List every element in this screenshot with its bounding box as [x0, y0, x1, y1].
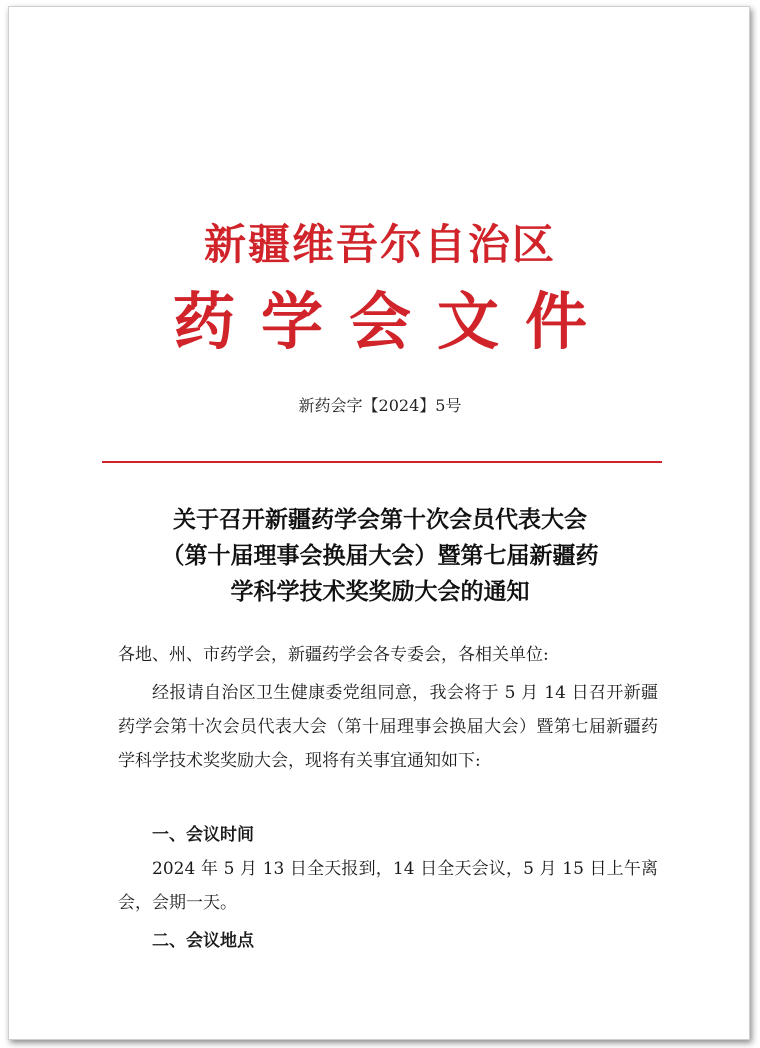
notice-title-line-1: 关于召开新疆药学会第十次会员代表大会: [173, 506, 587, 533]
notice-title-line-3: 学科学技术奖奖励大会的通知: [230, 578, 530, 605]
notice-title-line-2: （第十届理事会换届大会）暨第七届新疆药: [161, 542, 599, 569]
section-heading-meeting-time: 一、会议时间: [152, 825, 254, 845]
meeting-time-paragraph: 2024 年 5 月 13 日全天报到，14 日全天会议，5 月 15 日上午离会，会期一天。: [118, 859, 658, 913]
intro-paragraph: 经报请自治区卫生健康委党组同意，我会将于 5 月 14 日召开新疆药学会第十次会员代表大会（第十届理事会换届大会）暨第七届新疆药学科学技术奖奖励大会，现将有关事宜通知如下:: [118, 683, 658, 771]
document-type-heading: 药学会文件: [172, 285, 613, 358]
notice-title: [0, 502, 760, 610]
document-number: 新药会字【2024】5号: [298, 396, 462, 415]
section-heading-meeting-location: 二、会议地点: [152, 931, 254, 951]
salutation: 各地、州、市药学会，新疆药学会各专委会，各相关单位:: [118, 645, 549, 665]
issuer-name: 新疆维吾尔自治区: [203, 220, 556, 269]
red-divider-line: [102, 461, 662, 463]
